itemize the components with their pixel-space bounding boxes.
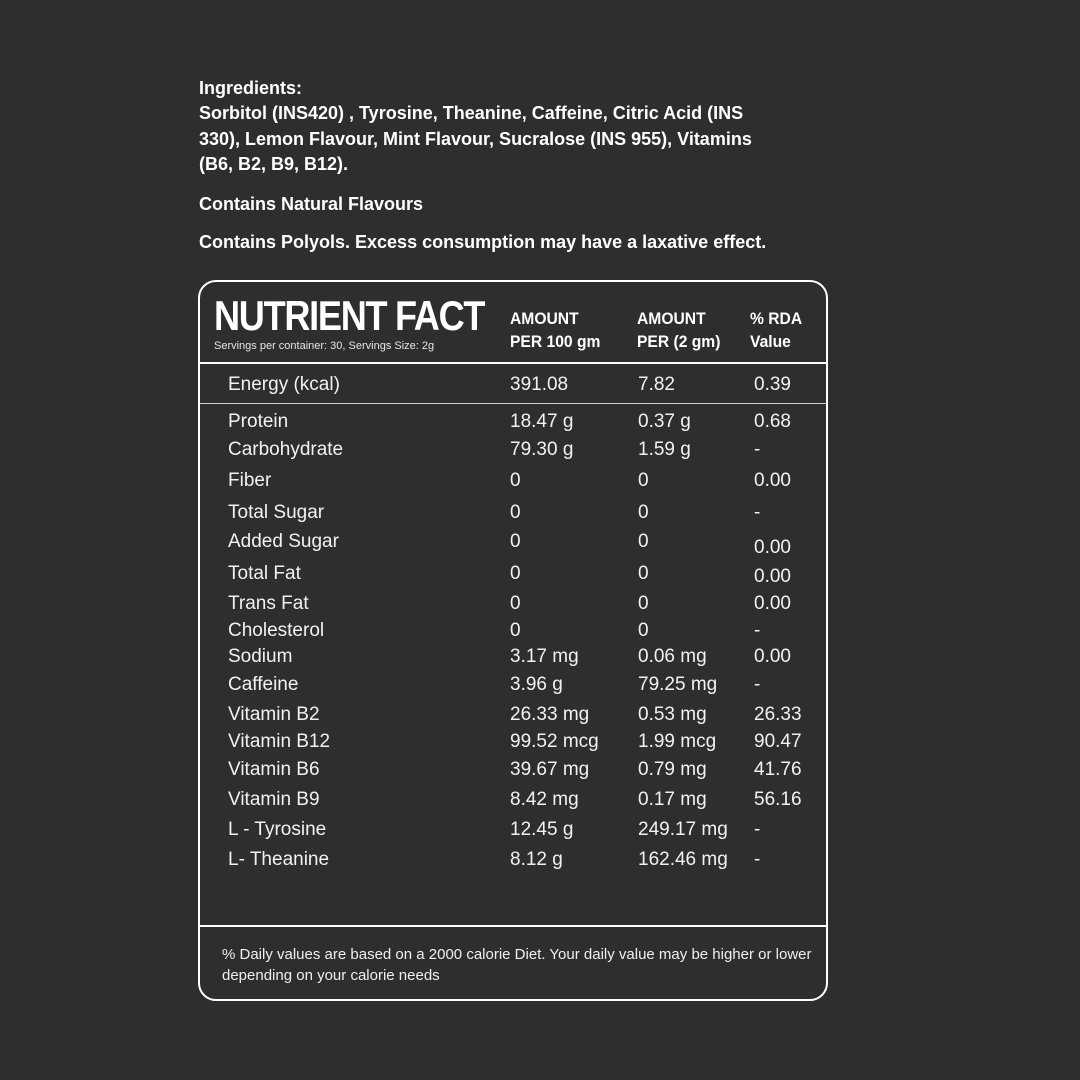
col-header-rda-line2: Value bbox=[750, 332, 791, 351]
amount-per-100g: 18.47 g bbox=[510, 411, 574, 432]
table-row bbox=[200, 470, 826, 496]
table-row bbox=[200, 502, 826, 528]
amount-per-serving: 1.59 g bbox=[638, 439, 691, 460]
servings-info: Servings per container: 30, Servings Size: 2g bbox=[214, 340, 435, 352]
ingredients-line-3: (B6, B2, B9, B12). bbox=[199, 154, 349, 174]
rda-value: 90.47 bbox=[754, 731, 802, 752]
amount-per-serving: 7.82 bbox=[638, 374, 675, 395]
nutrient-name: Fiber bbox=[228, 470, 272, 491]
nutrient-name: Carbohydrate bbox=[228, 439, 344, 460]
nutrient-name: Cholesterol bbox=[228, 620, 325, 641]
amount-per-100g: 99.52 mcg bbox=[510, 731, 599, 752]
daily-value-footnote: % Daily values are based on a 2000 calorie Diet. Your daily value may be higher or lower depending on your calorie needs bbox=[222, 946, 812, 984]
nutrient-name: L - Tyrosine bbox=[228, 819, 327, 840]
col-header-rda bbox=[750, 307, 802, 353]
nutrient-name: Vitamin B2 bbox=[228, 704, 320, 725]
footnote-divider bbox=[200, 925, 826, 927]
natural-flavours-note: Contains Natural Flavours bbox=[199, 194, 424, 214]
amount-per-serving: 0.17 mg bbox=[638, 789, 707, 810]
table-row bbox=[200, 704, 826, 730]
amount-per-100g: 0 bbox=[510, 563, 521, 584]
amount-per-100g: 3.17 mg bbox=[510, 646, 579, 667]
table-row bbox=[200, 563, 826, 589]
rda-value: 0.39 bbox=[754, 374, 791, 395]
ingredients-line-1: Sorbitol (INS420) , Tyrosine, Theanine, Caffeine, Citric Acid (INS bbox=[199, 103, 744, 123]
col-header-per100-line2: PER 100 gm bbox=[510, 332, 601, 351]
amount-per-serving: 0 bbox=[638, 593, 649, 614]
nutrient-name: Caffeine bbox=[228, 674, 299, 695]
col-header-per-serving bbox=[637, 307, 720, 353]
amount-per-100g: 26.33 mg bbox=[510, 704, 590, 725]
amount-per-serving: 0.37 g bbox=[638, 411, 691, 432]
amount-per-serving: 0.06 mg bbox=[638, 646, 707, 667]
nutrient-fact-title: NUTRIENT FACT bbox=[214, 292, 485, 339]
col-header-rda-line1: % RDA bbox=[750, 309, 803, 328]
amount-per-100g: 79.30 g bbox=[510, 439, 574, 460]
rda-value: 41.76 bbox=[754, 759, 802, 780]
amount-per-100g: 0 bbox=[510, 470, 521, 491]
nutrient-name: Sodium bbox=[228, 646, 293, 667]
rda-value: 56.16 bbox=[754, 789, 802, 810]
rda-value: - bbox=[754, 502, 761, 523]
amount-per-100g: 8.42 mg bbox=[510, 789, 579, 810]
amount-per-100g: 8.12 g bbox=[510, 849, 563, 870]
ingredients-block bbox=[199, 76, 839, 178]
rda-value: 0.00 bbox=[754, 566, 791, 587]
nutrient-name: Vitamin B6 bbox=[228, 759, 320, 780]
nutrient-fact-panel bbox=[198, 280, 828, 1001]
table-row bbox=[200, 411, 826, 437]
table-row bbox=[200, 439, 826, 465]
table-row bbox=[200, 849, 826, 875]
nutrient-name: Vitamin B12 bbox=[228, 731, 331, 752]
rda-value: 0.00 bbox=[754, 593, 791, 614]
rda-value: 0.00 bbox=[754, 537, 791, 558]
amount-per-100g: 12.45 g bbox=[510, 819, 574, 840]
nutrient-name: Total Fat bbox=[228, 563, 301, 584]
amount-per-serving: 0 bbox=[638, 620, 649, 641]
amount-per-100g: 391.08 bbox=[510, 374, 569, 395]
amount-per-100g: 3.96 g bbox=[510, 674, 563, 695]
amount-per-serving: 0 bbox=[638, 563, 649, 584]
col-header-per100 bbox=[510, 307, 600, 353]
amount-per-serving: 0 bbox=[638, 502, 649, 523]
col-header-per100-line1: AMOUNT bbox=[510, 309, 579, 328]
table-row bbox=[200, 674, 826, 700]
rda-value: 0.00 bbox=[754, 646, 791, 667]
rda-value: 0.68 bbox=[754, 411, 791, 432]
table-row bbox=[200, 531, 826, 557]
rda-value: - bbox=[754, 849, 761, 870]
table-row bbox=[200, 819, 826, 845]
polyols-warning: Contains Polyols. Excess consumption may have a laxative effect. bbox=[199, 232, 767, 252]
amount-per-serving: 162.46 mg bbox=[638, 849, 728, 870]
ingredients-line-2: 330), Lemon Flavour, Mint Flavour, Sucralose (INS 955), Vitamins bbox=[199, 128, 752, 149]
col-header-per-serving-line2: PER (2 gm) bbox=[637, 332, 721, 351]
amount-per-100g: 0 bbox=[510, 502, 521, 523]
rda-value: 26.33 bbox=[754, 704, 802, 725]
rda-value: 0.00 bbox=[754, 470, 791, 491]
rda-value: - bbox=[754, 819, 761, 840]
nutrient-name: Vitamin B9 bbox=[228, 789, 320, 810]
table-row bbox=[200, 620, 826, 646]
amount-per-100g: 39.67 mg bbox=[510, 759, 590, 780]
nutrient-name: Trans Fat bbox=[228, 593, 309, 614]
energy-divider bbox=[200, 403, 826, 404]
amount-per-100g: 0 bbox=[510, 620, 521, 641]
table-row bbox=[200, 593, 826, 619]
rda-value: - bbox=[754, 620, 761, 641]
amount-per-100g: 0 bbox=[510, 593, 521, 614]
rda-value: - bbox=[754, 439, 761, 460]
amount-per-serving: 79.25 mg bbox=[638, 674, 718, 695]
amount-per-serving: 249.17 mg bbox=[638, 819, 728, 840]
amount-per-100g: 0 bbox=[510, 531, 521, 552]
amount-per-serving: 0 bbox=[638, 531, 649, 552]
nutrient-name: Added Sugar bbox=[228, 531, 339, 552]
col-header-per-serving-line1: AMOUNT bbox=[637, 309, 706, 328]
table-row bbox=[200, 789, 826, 815]
amount-per-serving: 0.53 mg bbox=[638, 704, 707, 725]
amount-per-serving: 1.99 mcg bbox=[638, 731, 717, 752]
rda-value: - bbox=[754, 674, 761, 695]
amount-per-serving: 0.79 mg bbox=[638, 759, 707, 780]
nutrient-name: Total Sugar bbox=[228, 502, 325, 523]
table-row bbox=[200, 759, 826, 785]
table-row bbox=[200, 731, 826, 757]
table-row bbox=[200, 646, 826, 672]
table-row bbox=[200, 374, 826, 400]
nutrient-name: Protein bbox=[228, 411, 289, 432]
ingredients-title: Ingredients: bbox=[199, 78, 303, 98]
nutrient-name: Energy (kcal) bbox=[228, 374, 340, 395]
amount-per-serving: 0 bbox=[638, 470, 649, 491]
nutrient-name: L- Theanine bbox=[228, 849, 330, 870]
header-divider bbox=[200, 362, 826, 364]
